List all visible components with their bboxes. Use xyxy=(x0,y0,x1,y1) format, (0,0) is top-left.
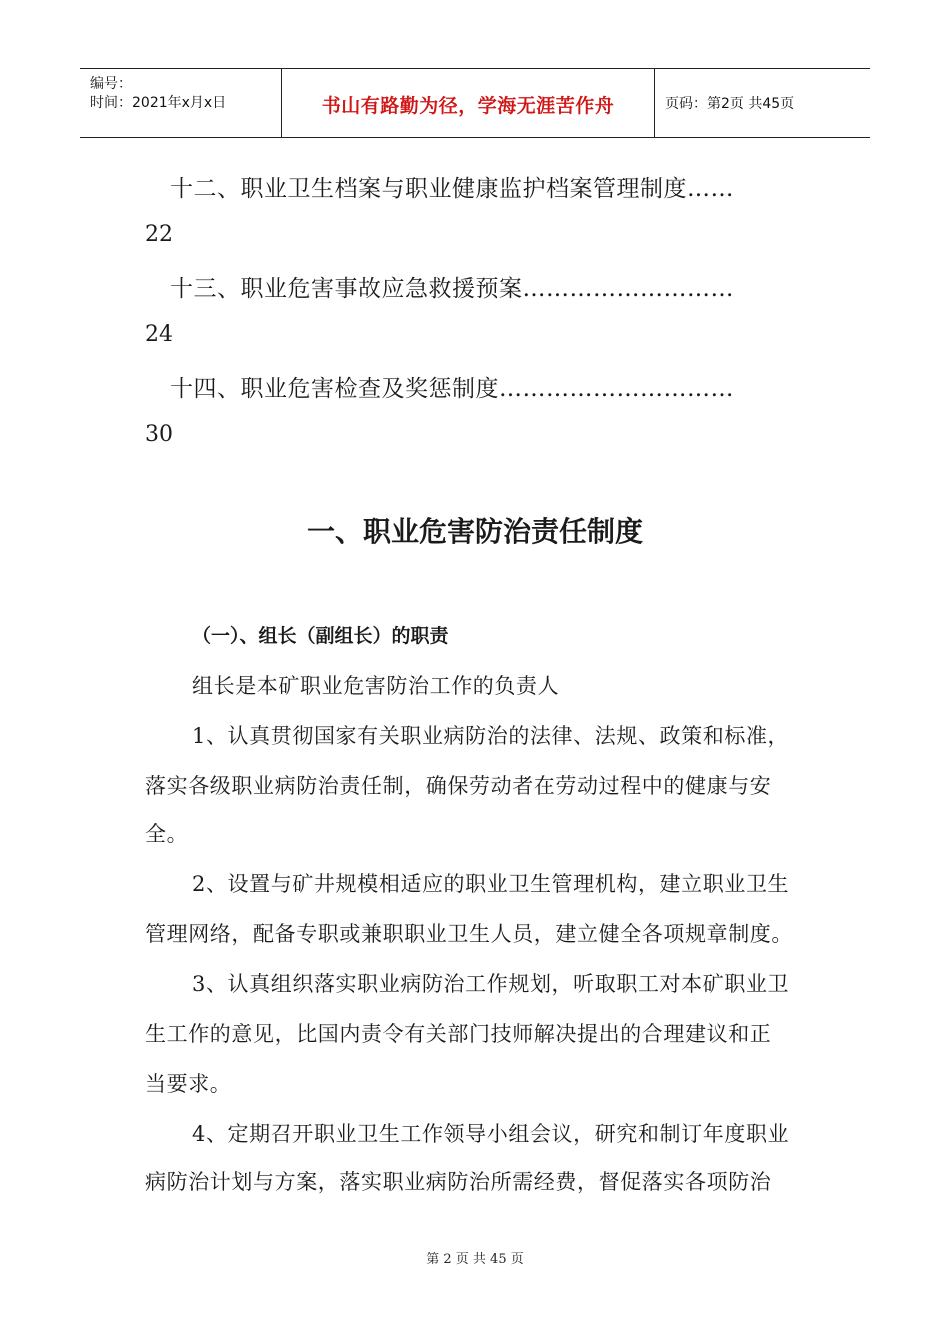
page-footer: 第 2 页 共 45 页 xyxy=(426,1252,524,1267)
body-line: 2、设置与矿井规模相适应的职业卫生管理机构，建立职业卫生 xyxy=(192,872,790,896)
document-date-label: 时间：2021年x月x日 xyxy=(90,95,227,111)
toc-entry-title: 十三、职业危害事故应急救援预案……………………… xyxy=(170,276,734,302)
header-page-info: 页码：第2页 共45页 xyxy=(665,96,795,112)
body-line: 组长是本矿职业危害防治工作的负责人 xyxy=(192,674,560,698)
body-line: 3、认真组织落实职业病防治工作规划，听取职工对本矿职业卫 xyxy=(192,972,790,996)
toc-entry-title: 十二、职业卫生档案与职业健康监护档案管理制度…… xyxy=(170,176,734,202)
body-line: 1、认真贯彻国家有关职业病防治的法律、法规、政策和标准， xyxy=(192,724,790,748)
subsection-title: （一）、组长（副组长）的职责 xyxy=(192,625,449,647)
body-line: 管理网络，配备专职或兼职职业卫生人员，建立健全各项规章制度。 xyxy=(145,922,793,946)
document-header xyxy=(80,68,870,138)
body-line: 落实各级职业病防治责任制，确保劳动者在劳动过程中的健康与安 xyxy=(145,774,772,798)
toc-entry-page: 22 xyxy=(145,222,173,247)
header-motto-cell xyxy=(282,69,655,137)
toc-entry-title: 十四、职业危害检查及奖惩制度………………………… xyxy=(170,376,734,402)
section-title: 一、职业危害防治责任制度 xyxy=(306,515,643,548)
body-line: 4、定期召开职业卫生工作领导小组会议，研究和制订年度职业 xyxy=(192,1122,790,1146)
header-page-cell xyxy=(655,69,870,137)
toc-entry-page: 24 xyxy=(145,322,173,347)
body-line: 生工作的意见，比国内责令有关部门技师解决提出的合理建议和正 xyxy=(145,1022,772,1046)
header-meta-cell xyxy=(80,69,282,137)
body-line: 病防治计划与方案，落实职业病防治所需经费，督促落实各项防治 xyxy=(145,1170,772,1194)
document-number-label: 编号： xyxy=(90,76,132,92)
body-line: 当要求。 xyxy=(145,1072,232,1096)
header-motto: 书山有路勤为径，学海无涯苦作舟 xyxy=(321,95,615,117)
body-line: 全。 xyxy=(145,822,189,846)
toc-entry-page: 30 xyxy=(145,422,173,447)
